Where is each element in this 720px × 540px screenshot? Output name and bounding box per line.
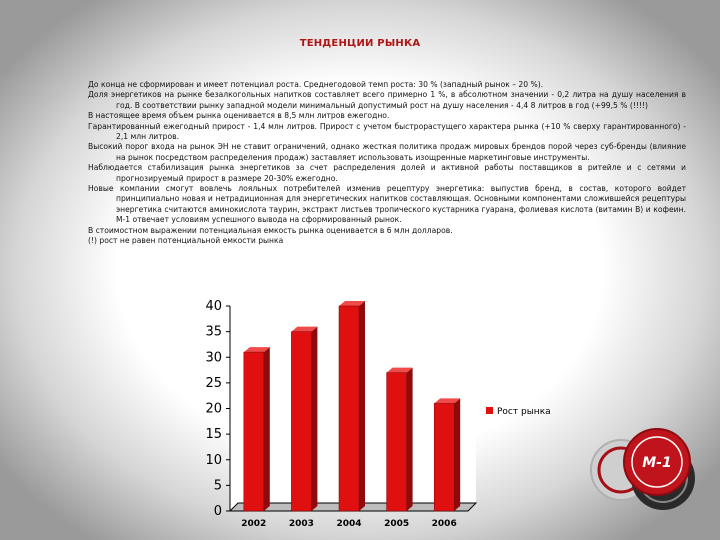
paragraph: Наблюдается стабилизация рынка энергетиков за счет распределения долей и активной работы поставщиков в ритейле и с сетями и прогнозируемый прирост в размере 20-30% ежегодно. [88,163,686,183]
paragraph: Доля энергетиков на рынке безалкогольных напитков составляет всего примерно 1 %, в абсолютном значении - 0,2 литра на душу населения в год. В соответствии рынку западной модели минимальный допустимый рост на душу населения - 4,4 8 литров в год (+99,5 % (!!!!) [88,90,686,110]
bar [291,332,311,511]
paragraph: В стоимостном выражении потенциальная емкость рынка оценивается в 6 млн долларов. [88,225,453,235]
x-tick-label: 2006 [431,519,457,528]
bar-side [359,301,365,511]
y-tick-label: 20 [205,401,222,417]
y-tick-label: 25 [205,375,222,391]
legend-swatch [486,407,493,414]
bar [434,403,454,511]
y-tick-label: 35 [205,324,222,340]
y-tick-label: 0 [213,504,222,519]
paragraph: Высокий порог входа на рынок ЭН не ставит ограничений, однако жесткая политика продаж мировых брендов порой через суб-бренды (влияние на рынок посредством распределения продаж) заставляет использовать изощренные маркетинговые инструменты. [88,142,686,162]
x-tick-label: 2002 [241,519,267,528]
bar [244,352,264,511]
bar-side [311,327,317,511]
m1-badge-logo: М-1 [642,455,672,471]
y-tick-label: 30 [205,350,222,366]
bar-side [407,368,413,511]
bar-side [454,398,460,511]
paragraph: Гарантированный ежегодный прирост - 1,4 млн литров. Прирост с учетом быстрорастущего характера рынка (+10 % сверху гарантированного) - 2,1 млн литров. [88,121,686,142]
paragraph: До конца не сформирован и имеет потенциал роста. Среднегодовой темп роста: 30 % (западный рынок – 20 %). [88,80,544,89]
text-block [88,80,686,247]
bar [339,306,359,511]
x-tick-label: 2004 [336,519,362,528]
x-tick-label: 2003 [288,519,314,528]
y-tick-label: 10 [205,452,222,468]
slide-title: ТЕНДЕНЦИИ РЫНКА [299,38,421,49]
y-tick-label: 40 [205,299,222,314]
bar [387,373,407,511]
x-tick-label: 2005 [384,519,410,528]
y-tick-label: 5 [213,478,222,494]
y-tick-label: 15 [205,427,222,443]
paragraph: (!) рост не равен потенциальной емкости рынка [88,236,284,246]
legend-label: Рост рынка [497,407,551,417]
brand-logos [585,420,700,535]
market-growth-chart [192,296,572,528]
paragraph: В настоящее время объем рынка оценивается в 8,5 млн литров ежегодно. [88,111,390,121]
bar-side [264,347,270,511]
paragraph: Новые компании смогут вовлечь лояльных потребителей изменив рецептуру энергетика: выпустив бренд, в состав, которого войдет принципиально новая и нетрадиционная для энергетических напитков составляющая. Основными компонентами сложившейся рецептуры энергетика считаются аминокислота таурин, экстракт листьев тропического кустарника гуарана, фолиевая кислота (витамин B) и кофеин. М-1 отвечает условиям успешного вывода на сформированный рынок. [88,184,686,225]
